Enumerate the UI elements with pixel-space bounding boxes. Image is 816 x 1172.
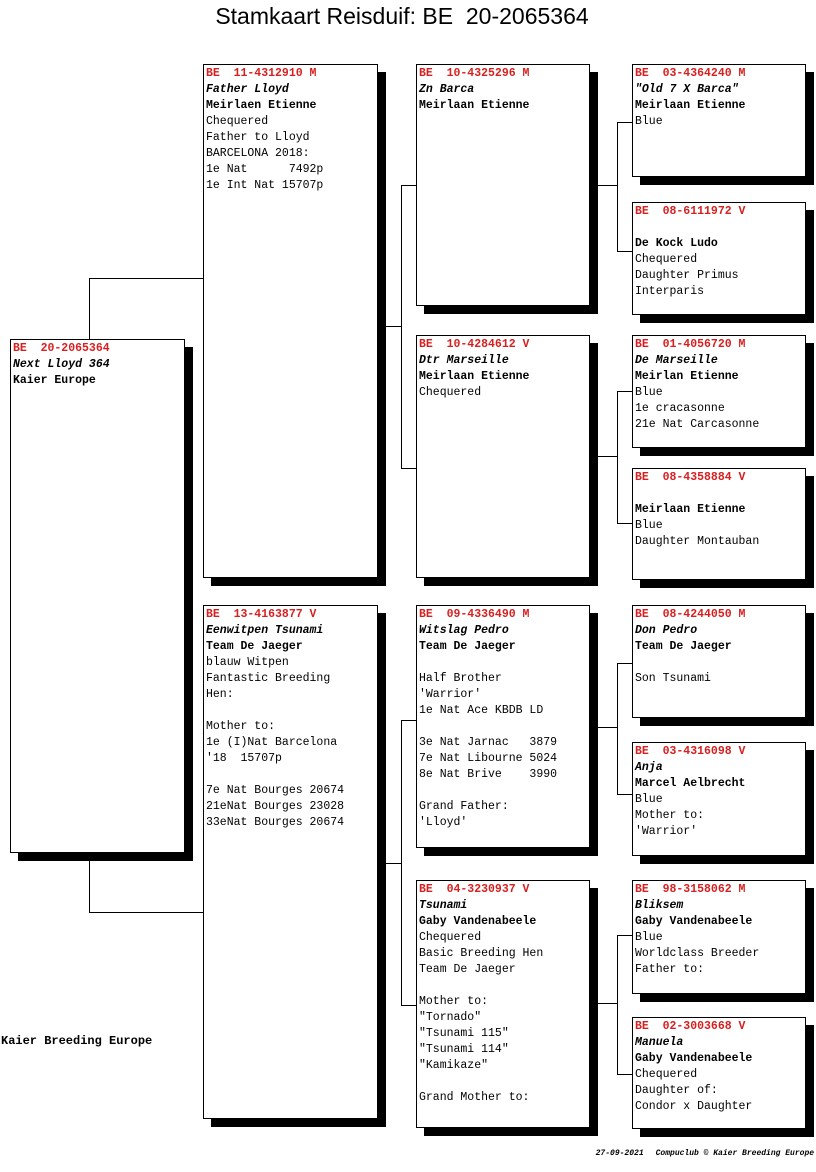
ring-number: BE 09-4336490 M [419,608,530,621]
info-line [635,655,805,671]
info-line [419,655,589,671]
pigeon-name [635,486,805,502]
page-title: Stamkaart Reisduif: BE 20-2065364 [215,3,589,29]
info-line: Daughter Primus [635,269,739,282]
info-line: Hen: [206,688,234,701]
pigeon-name: Manuela [635,1036,684,1049]
owner-name: Kaier Europe [13,374,96,387]
info-line: Fantastic Breeding [206,672,331,685]
info-line: 33eNat Bourges 20674 [206,816,345,829]
owner-name: Gaby Vandenabeele [419,915,537,928]
info-line: Chequered [635,1068,698,1081]
ring-number: BE 08-4244050 M [635,608,746,621]
pigeon-name: Father Lloyd [206,83,289,96]
info-line: Mother to: [635,809,705,822]
info-line: Team De Jaeger [419,963,516,976]
pigeon-name: Bliksem [635,899,684,912]
info-line: 1e cracasonne [635,402,725,415]
card-ffm [632,202,806,315]
card-subject [10,339,185,853]
card-mother-father [416,605,590,848]
pigeon-name: Don Pedro [635,624,698,637]
info-line: Interparis [635,285,705,298]
card-father-mother [416,335,590,578]
ring-number: BE 10-4325296 M [419,67,530,80]
card-mother-mother [416,880,590,1128]
ring-number: BE 13-4163877 V [206,608,317,621]
ring-number: BE 10-4284612 V [419,338,530,351]
info-line: Grand Father: [419,800,509,813]
card-fmf [632,335,806,448]
info-line: 1e Nat 7492p [206,163,324,176]
pigeon-name: Dtr Marseille [419,354,509,367]
info-line [419,783,589,799]
ring-number: BE 02-3003668 V [635,1020,746,1033]
info-line: 1e Nat Ace KBDB LD [419,704,544,717]
owner-name: Gaby Vandenabeele [635,1052,753,1065]
info-line: Blue [635,793,663,806]
owner-name: Team De Jaeger [419,640,516,653]
ring-number: BE 03-4316098 V [635,745,746,758]
ring-number: BE 11-4312910 M [206,67,317,80]
ring-number: BE 01-4056720 M [635,338,746,351]
breeder-label: Kaier Breeding Europe [1,1034,153,1048]
info-line: 3e Nat Jarnac 3879 [419,736,558,749]
info-line [206,767,377,783]
ring-number: BE 98-3158062 M [635,883,746,896]
info-line: Condor x Daughter [635,1100,753,1113]
info-line: Chequered [419,931,482,944]
info-line: Grand Mother to: [419,1091,530,1104]
info-line: Father to: [635,963,705,976]
info-line [419,1074,589,1090]
info-line: Blue [635,386,663,399]
info-line: 'Lloyd' [419,816,468,829]
card-mmf [632,880,806,994]
footer-credit: Compuclub © Kaier Breeding Europe [655,1149,815,1158]
footer-date: 27-09-2021 [595,1149,644,1158]
ring-number: BE 04-3230937 V [419,883,530,896]
card-mff [632,605,806,718]
info-line: '18 15707p [206,752,282,765]
info-line: Chequered [206,115,269,128]
info-line: 7e Nat Bourges 20674 [206,784,345,797]
info-line: 7e Nat Libourne 5024 [419,752,558,765]
owner-name: Meirlaan Etienne [419,370,530,383]
ring-number: BE 08-4358884 V [635,471,746,484]
card-father [203,64,378,578]
info-line: "Tsunami 114" [419,1043,509,1056]
owner-name: Gaby Vandenabeele [635,915,753,928]
info-line: Father to Lloyd [206,131,310,144]
info-line: "Kamikaze" [419,1059,489,1072]
info-line: Chequered [635,253,698,266]
footer [586,1140,816,1158]
pigeon-name: Zn Barca [419,83,475,96]
info-line: Mother to: [206,720,276,733]
info-line: BARCELONA 2018: [206,147,310,160]
card-mmm [632,1017,806,1129]
owner-name: Team De Jaeger [206,640,303,653]
ring-number: BE 03-4364240 M [635,67,746,80]
info-line: Chequered [419,386,482,399]
info-line [419,978,589,994]
info-line: Mother to: [419,995,489,1008]
owner-name: Meirlaan Etienne [635,503,746,516]
info-line [206,703,377,719]
pigeon-name: Tsunami [419,899,468,912]
info-line: "Tornado" [419,1011,482,1024]
card-mother [203,605,378,1119]
info-line: Blue [635,115,663,128]
card-fmm [632,468,806,580]
pigeon-name: De Marseille [635,354,718,367]
owner-name: Meirlaen Etienne [206,99,317,112]
info-line: Blue [635,519,663,532]
info-line: "Tsunami 115" [419,1027,509,1040]
info-line: Daughter Montauban [635,535,760,548]
card-mfm [632,742,806,856]
pigeon-name: "Old 7 X Barca" [635,83,739,96]
pigeon-name: Eenwitpen Tsunami [206,624,324,637]
pigeon-name: Next Lloyd 364 [13,358,110,371]
owner-name: Meirlaan Etienne [419,99,530,112]
info-line: 1e (I)Nat Barcelona [206,736,338,749]
pigeon-name: Witslag Pedro [419,624,509,637]
info-line: Daughter of: [635,1084,718,1097]
info-line: 8e Nat Brive 3990 [419,768,558,781]
info-line: 'Warrior' [419,688,482,701]
info-line [419,719,589,735]
info-line: 21e Nat Carcasonne [635,418,760,431]
info-line: Blue [635,931,663,944]
card-fff [632,64,806,177]
owner-name: Marcel Aelbrecht [635,777,746,790]
info-line: blauw Witpen [206,656,289,669]
pigeon-name: Anja [635,761,663,774]
owner-name: Meirlaan Etienne [635,99,746,112]
pigeon-name [635,220,805,236]
owner-name: De Kock Ludo [635,237,718,250]
info-line: 21eNat Bourges 23028 [206,800,345,813]
card-father-father [416,64,590,306]
info-line: Basic Breeding Hen [419,947,544,960]
ring-number: BE 08-6111972 V [635,205,746,218]
owner-name: Meirlan Etienne [635,370,739,383]
info-line: Worldclass Breeder [635,947,760,960]
ring-number: BE 20-2065364 [13,342,110,355]
owner-name: Team De Jaeger [635,640,732,653]
info-line: 1e Int Nat 15707p [206,179,324,192]
info-line: Half Brother [419,672,502,685]
info-line: 'Warrior' [635,825,698,838]
info-line: Son Tsunami [635,672,711,685]
